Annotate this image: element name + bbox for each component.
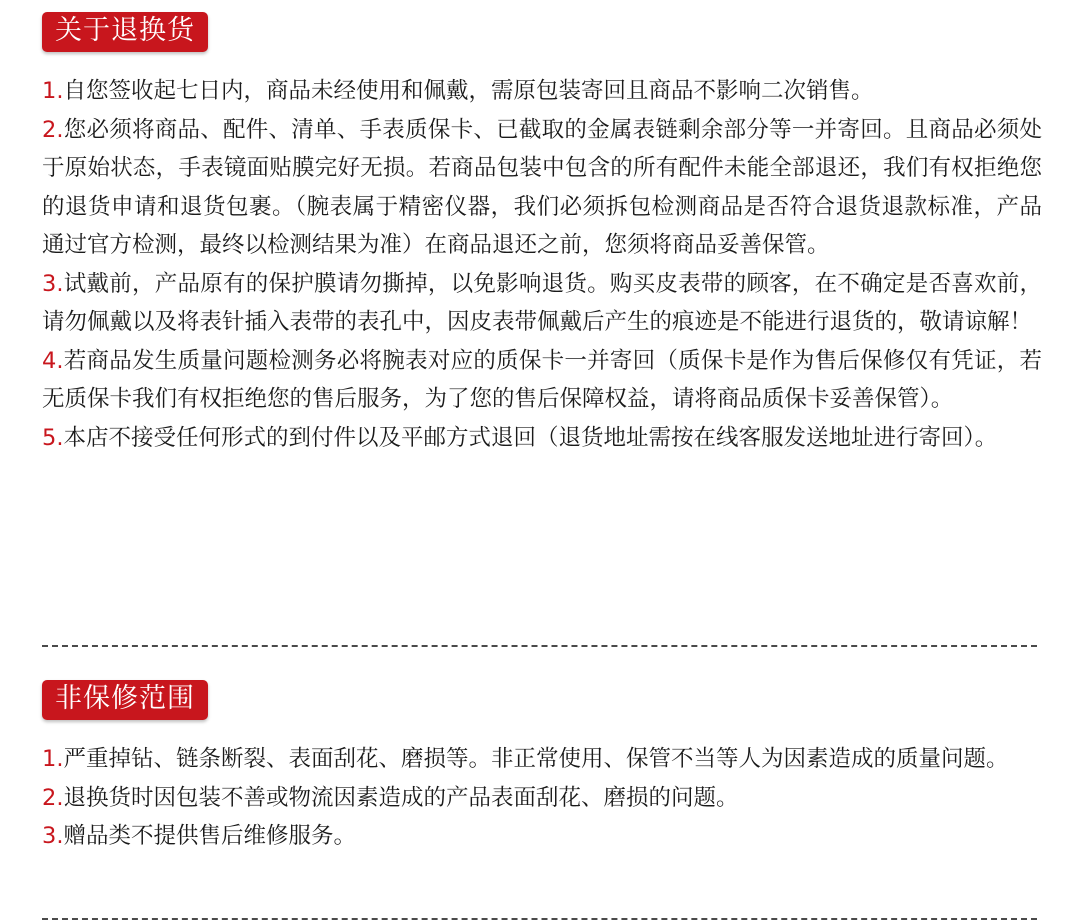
item-number: 1. xyxy=(42,746,64,772)
list-item xyxy=(42,265,1042,342)
item-text: 试戴前，产品原有的保护膜请勿撕掉，以免影响退货。购买皮表带的顾客，在不确定是否喜欢前，请勿佩戴以及将表针插入表带的表孔中，因皮表带佩戴后产生的痕迹是不能进行退货的，敬请谅解！ xyxy=(42,270,1042,335)
returns-title-badge: 关于退换货 xyxy=(42,12,208,52)
list-item xyxy=(42,740,1042,779)
list-item xyxy=(42,342,1042,419)
item-text: 您必须将商品、配件、清单、手表质保卡、已截取的金属表链剩余部分等一并寄回。且商品必须处于原始状态，手表镜面贴膜完好无损。若商品包装中包含的所有配件未能全部退还，我们有权拒绝您的退货申请和退货包裹。（腕表属于精密仪器，我们必须拆包检测商品是否符合退货退款标准，产品通过官方检测，最终以检测结果为准）在商品退还之前，您须将商品妥善保管。 xyxy=(42,116,1042,258)
item-text: 严重掉钻、链条断裂、表面刮花、磨损等。非正常使用、保管不当等人为因素造成的质量问题。 xyxy=(63,746,1009,772)
section-divider xyxy=(42,645,1037,647)
item-text: 本店不接受任何形式的到付件以及平邮方式退回（退货地址需按在线客服发送地址进行寄回）。 xyxy=(63,424,998,451)
item-number: 3. xyxy=(42,270,64,297)
list-item xyxy=(42,817,1042,856)
returns-list xyxy=(42,72,1042,457)
non-warranty-section xyxy=(42,680,1042,856)
section-divider xyxy=(42,918,1037,920)
item-number: 5. xyxy=(42,424,64,451)
item-number: 1. xyxy=(42,78,64,104)
item-text: 自您签收起七日内，商品未经使用和佩戴，需原包装寄回且商品不影响二次销售。 xyxy=(63,78,874,104)
item-text: 赠品类不提供售后维修服务。 xyxy=(63,823,356,849)
list-item xyxy=(42,779,1042,818)
item-number: 2. xyxy=(42,784,64,811)
list-item xyxy=(42,419,1042,458)
item-text: 若商品发生质量问题检测务必将腕表对应的质保卡一并寄回（质保卡是作为售后保修仅有凭证，若无质保卡我们有权拒绝您的售后服务，为了您的售后保障权益，请将商品质保卡妥善保管）。 xyxy=(42,347,1042,412)
list-item xyxy=(42,111,1042,265)
non-warranty-title-badge: 非保修范围 xyxy=(42,680,208,720)
item-number: 2. xyxy=(42,116,64,143)
returns-section xyxy=(42,12,1042,457)
item-text: 退换货时因包装不善或物流因素造成的产品表面刮花、磨损的问题。 xyxy=(63,784,739,811)
item-number: 3. xyxy=(42,823,64,849)
non-warranty-list xyxy=(42,740,1042,856)
item-number: 4. xyxy=(42,347,64,374)
list-item xyxy=(42,72,1042,111)
